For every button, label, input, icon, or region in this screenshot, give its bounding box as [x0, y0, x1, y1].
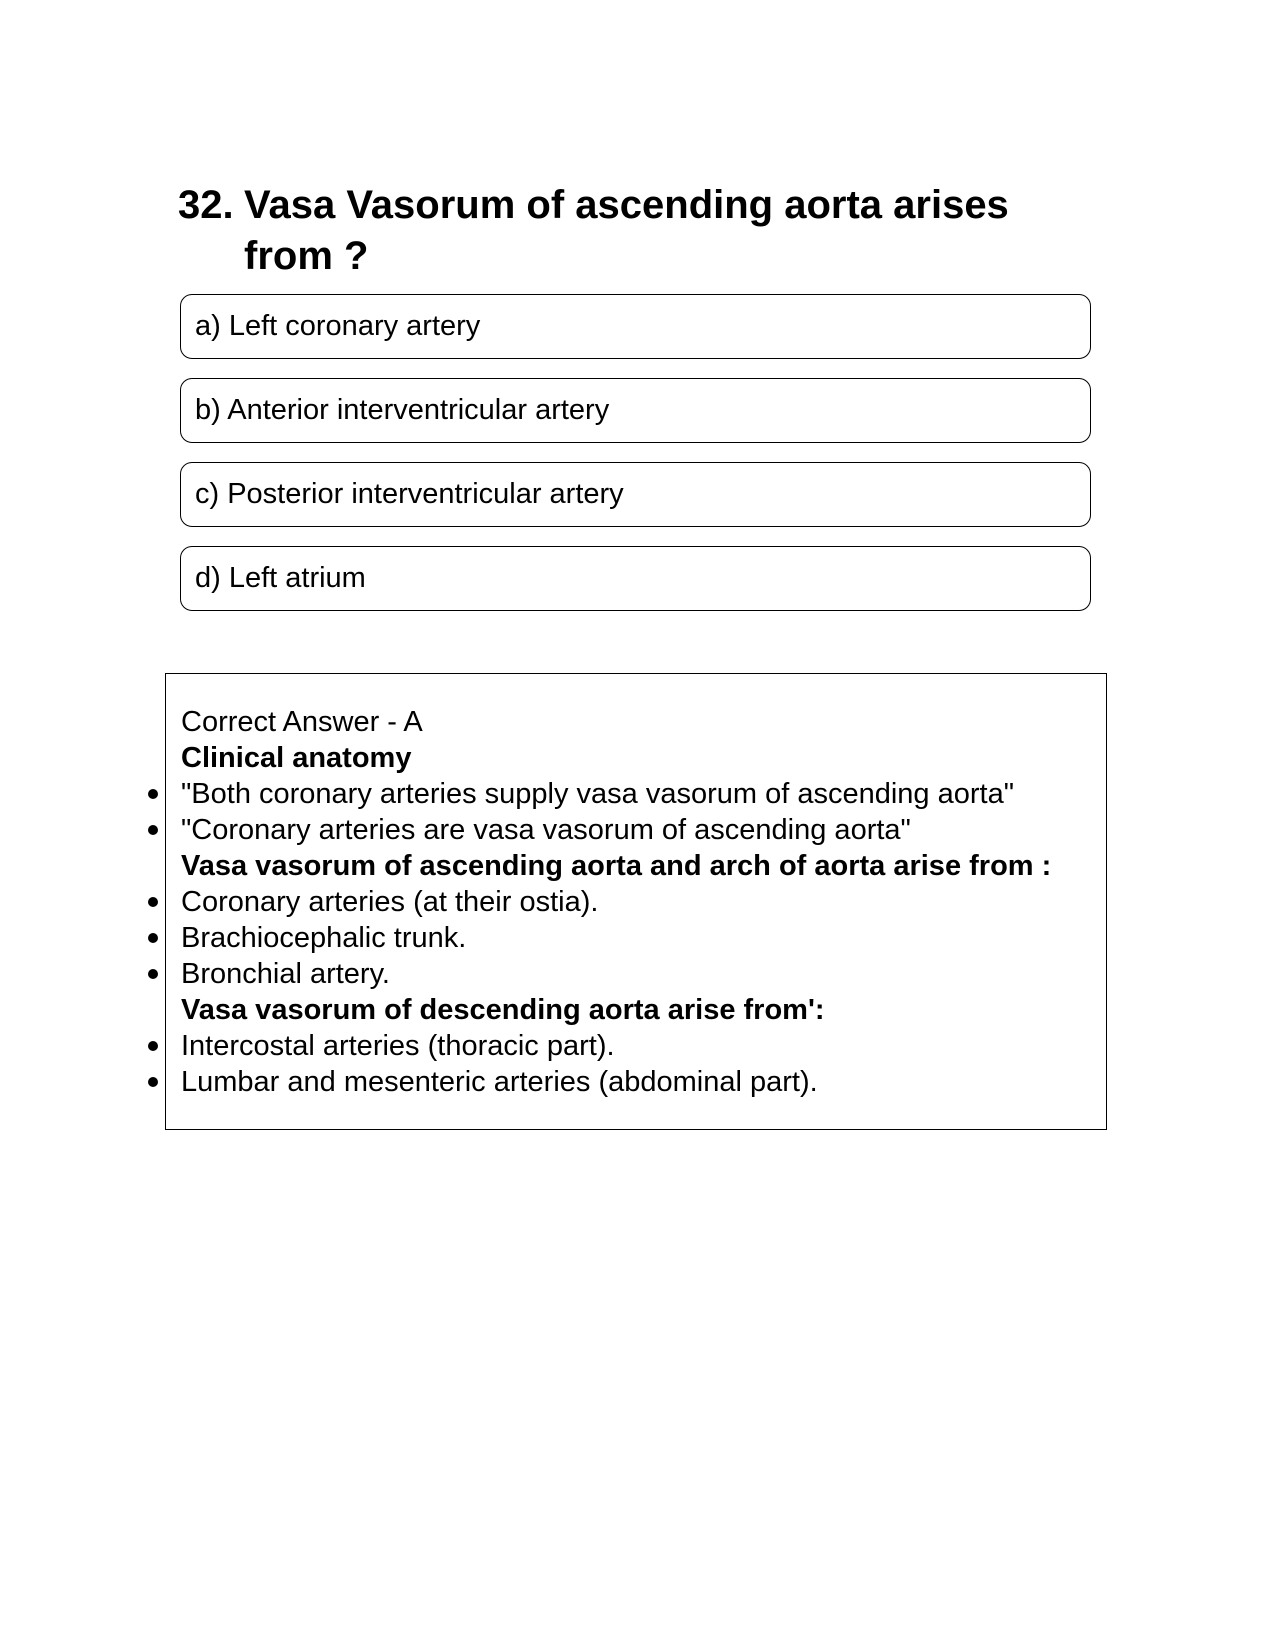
- bullet-icon: [148, 897, 158, 907]
- question-number: 32.: [178, 183, 234, 227]
- list-item: [181, 920, 1101, 956]
- list-item: [181, 956, 1101, 992]
- bullet-icon: [148, 789, 158, 799]
- list-item: [181, 884, 1101, 920]
- correct-answer: Correct Answer - A: [181, 706, 423, 738]
- list-item-text: Lumbar and mesenteric arteries (abdominal part).: [181, 1066, 818, 1098]
- bullet-icon: [148, 933, 158, 943]
- list-item: [181, 776, 1101, 812]
- list-item: [181, 1064, 1101, 1100]
- list-item-text: Bronchial artery.: [181, 958, 390, 990]
- bullet-icon: [148, 1077, 158, 1087]
- option-d[interactable]: d) Left atrium: [180, 546, 1091, 611]
- answer-explanation: [181, 704, 1101, 1100]
- option-b[interactable]: b) Anterior interventricular artery: [180, 378, 1091, 443]
- list-item-text: Intercostal arteries (thoracic part).: [181, 1030, 615, 1062]
- list-item-text: Brachiocephalic trunk.: [181, 922, 467, 954]
- option-c[interactable]: c) Posterior interventricular artery: [180, 462, 1091, 527]
- list-item-text: "Coronary arteries are vasa vasorum of ascending aorta": [181, 814, 911, 846]
- question-text: Vasa Vasorum of ascending aorta arises from ?: [244, 183, 1009, 278]
- list-item-text: "Both coronary arteries supply vasa vasorum of ascending aorta": [181, 778, 1015, 810]
- section-heading-ascending-aorta: Vasa vasorum of ascending aorta and arch of aorta arise from :: [181, 850, 1052, 882]
- section-heading-clinical-anatomy: Clinical anatomy: [181, 742, 412, 774]
- bullet-icon: [148, 1041, 158, 1051]
- bullet-icon: [148, 825, 158, 835]
- list-item-text: Coronary arteries (at their ostia).: [181, 886, 599, 918]
- option-a[interactable]: a) Left coronary artery: [180, 294, 1091, 359]
- section-heading-descending-aorta: Vasa vasorum of descending aorta arise from':: [181, 994, 825, 1026]
- list-item: [181, 812, 1101, 848]
- bullet-icon: [148, 969, 158, 979]
- list-item: [181, 1028, 1101, 1064]
- question-heading: [178, 180, 1078, 282]
